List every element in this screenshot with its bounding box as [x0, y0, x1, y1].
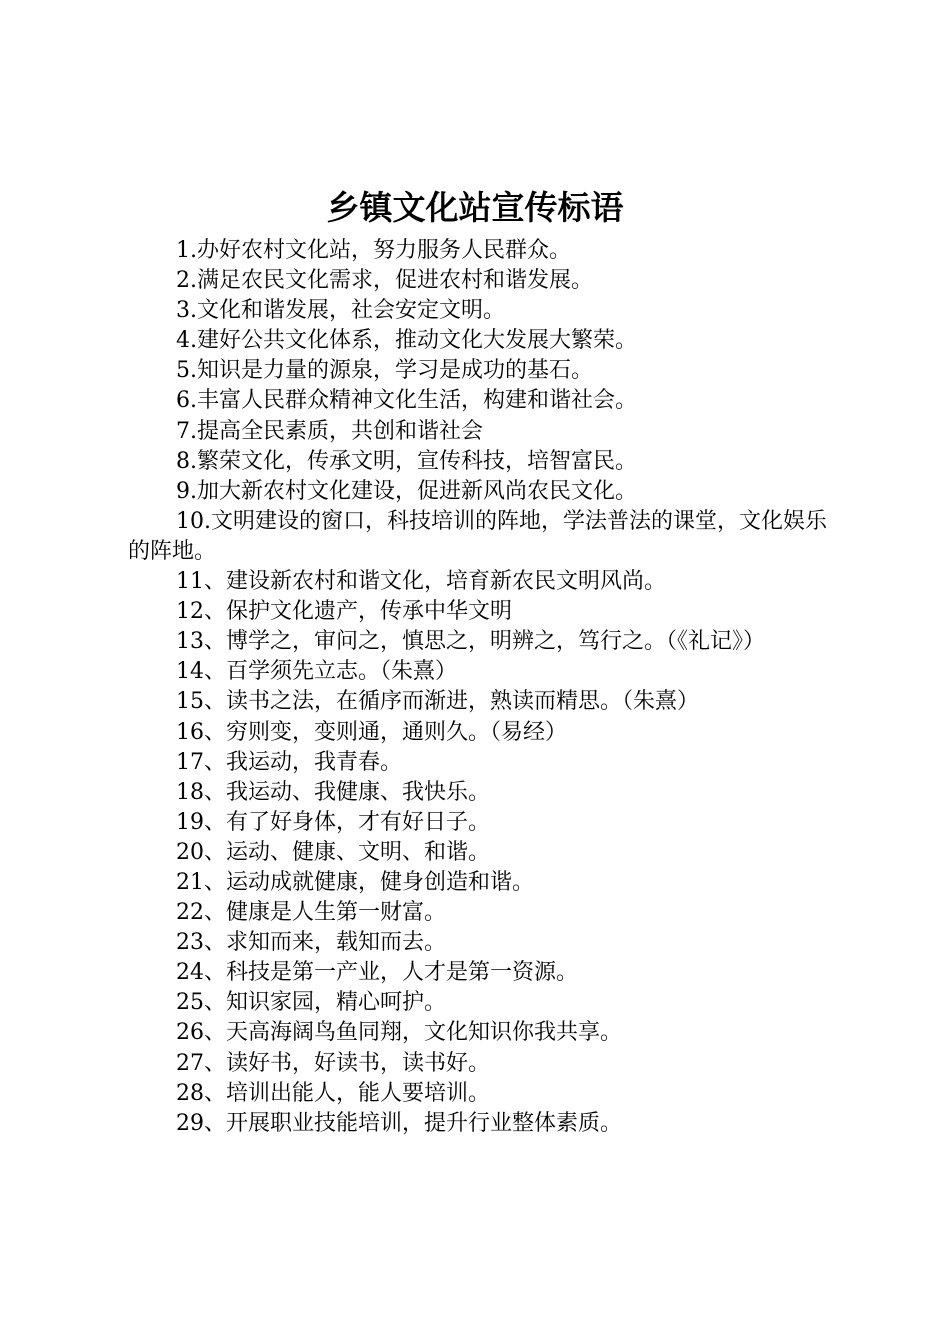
slogan-item: 15、读书之法，在循序而渐进，熟读而精思。（朱熹） — [176, 689, 699, 715]
slogan-item: 23、求知而来，载知而去。 — [176, 930, 446, 956]
slogan-item: 5.知识是力量的源泉，学习是成功的基石。 — [176, 358, 593, 384]
slogan-item: 24、科技是第一产业，人才是第一资源。 — [176, 960, 578, 986]
slogan-item: 22、健康是人生第一财富。 — [176, 900, 446, 926]
slogan-item: 9.加大新农村文化建设，促进新风尚农民文化。 — [176, 478, 637, 504]
slogan-item: 20、运动、健康、文明、和谐。 — [176, 839, 490, 865]
slogan-item: 8.繁荣文化，传承文明，宣传科技，培智富民。 — [176, 448, 637, 474]
slogan-item: 14、百学须先立志。（朱熹） — [176, 659, 457, 685]
slogan-list — [128, 236, 838, 1139]
slogan-item: 7.提高全民素质，共创和谐社会 — [176, 418, 483, 444]
slogan-item: 12、保护文化遗产，传承中华文明 — [176, 599, 512, 625]
slogan-item: 4.建好公共文化体系，推动文化大发展大繁荣。 — [176, 328, 637, 354]
slogan-item: 25、知识家园，精心呵护。 — [176, 990, 446, 1016]
slogan-item: 27、读好书，好读书，读书好。 — [176, 1050, 490, 1076]
slogan-item: 13、博学之，审问之，慎思之，明辨之，笃行之。（《礼记》） — [176, 629, 765, 655]
slogan-item: 19、有了好身体，才有好日子。 — [176, 809, 490, 835]
slogan-item: 28、培训出能人，能人要培训。 — [176, 1080, 490, 1106]
slogan-item: 6.丰富人民群众精神文化生活，构建和谐社会。 — [176, 388, 637, 414]
slogan-item: 18、我运动、我健康、我快乐。 — [176, 779, 490, 805]
slogan-item: 10.文明建设的窗口，科技培训的阵地，学法普法的课堂，文化娱乐的阵地。 — [128, 508, 827, 564]
slogan-item: 17、我运动，我青春。 — [176, 749, 402, 775]
slogan-item: 3.文化和谐发展，社会安定文明。 — [176, 298, 505, 324]
slogan-item: 2.满足农民文化需求，促进农村和谐发展。 — [176, 268, 593, 294]
slogan-item: 26、天高海阔鸟鱼同翔，文化知识你我共享。 — [176, 1020, 622, 1046]
slogan-item: 29、开展职业技能培训，提升行业整体素质。 — [176, 1110, 622, 1136]
document-title: 乡镇文化站宣传标语 — [326, 188, 624, 227]
slogan-item: 1.办好农村文化站，努力服务人民群众。 — [176, 238, 571, 263]
slogan-item: 11、建设新农村和谐文化，培育新农民文明风尚。 — [176, 569, 666, 595]
slogan-item: 16、穷则变，变则通，通则久。（易经） — [176, 719, 567, 745]
slogan-item: 21、运动成就健康，健身创造和谐。 — [176, 869, 534, 895]
